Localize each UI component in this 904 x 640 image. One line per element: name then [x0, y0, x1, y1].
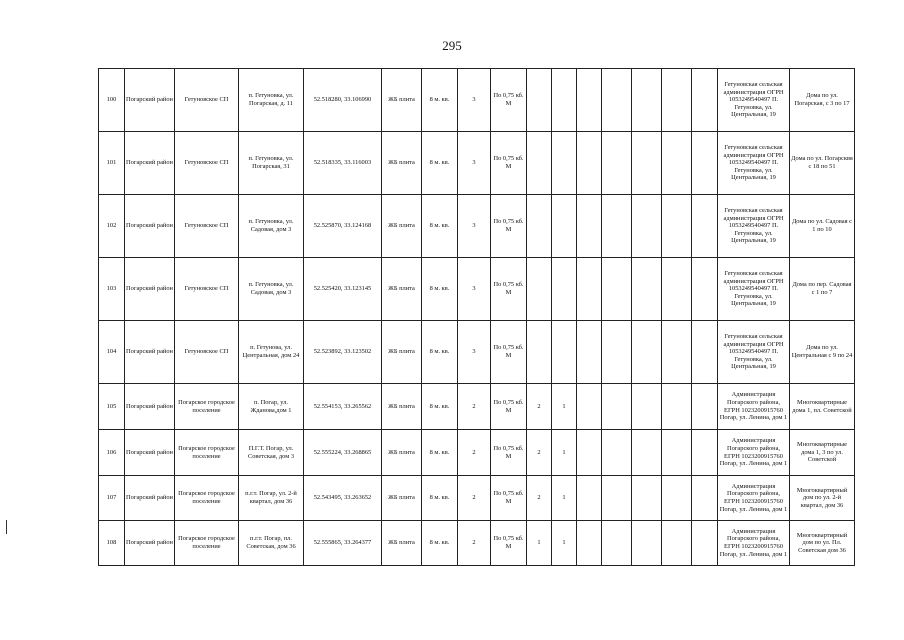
containers-cell: 3	[458, 258, 491, 321]
containers-cell: 3	[458, 195, 491, 258]
served-homes-cell: Дома по ул. Центральная с 9 по 24	[790, 321, 855, 384]
owner-cell: Гетуновская сельская администрация ОГРН 1053249540497 П. Гетуновка, ул. Центральная, 19	[718, 321, 790, 384]
empty-cell	[632, 321, 662, 384]
empty-cell	[662, 195, 692, 258]
table-row	[99, 195, 855, 258]
empty-cell	[632, 476, 662, 521]
volume-cell: По 0,75 кб. М	[491, 258, 527, 321]
containers-cell: 3	[458, 69, 491, 132]
empty-cell	[577, 384, 602, 430]
extra-volume-cell	[552, 321, 577, 384]
surface-cell: ЖБ плита	[382, 132, 422, 195]
empty-cell	[662, 430, 692, 476]
served-homes-cell: Дома по ул. Садовая с 1 по 10	[790, 195, 855, 258]
area-cell: 8 м. кв.	[422, 384, 458, 430]
extra-volume-cell	[552, 195, 577, 258]
volume-cell: По 0,75 кб. М	[491, 132, 527, 195]
address-cell: п. Гетуновка, ул. Садовая, дом 3	[239, 195, 304, 258]
containers-cell: 3	[458, 132, 491, 195]
owner-cell: Гетуновская сельская администрация ОГРН 1053249540497 П. Гетуновка, ул. Центральная, 19	[718, 69, 790, 132]
district-cell: Погарский район	[125, 132, 175, 195]
empty-cell	[692, 476, 718, 521]
owner-cell: Гетуновская сельская администрация ОГРН 1053249540497 П. Гетуновка, ул. Центральная, 19	[718, 195, 790, 258]
empty-cell	[692, 195, 718, 258]
settlement-cell: Гетуновское СП	[175, 258, 239, 321]
volume-cell: По 0,75 кб. М	[491, 321, 527, 384]
address-cell: п.г.т. Погар, пл. Советская, дом 36	[239, 521, 304, 566]
surface-cell: ЖБ плита	[382, 258, 422, 321]
empty-cell	[602, 69, 632, 132]
served-homes-cell: Многоквартирные дома 1, 3 по ул. Советской	[790, 430, 855, 476]
empty-cell	[577, 258, 602, 321]
surface-cell: ЖБ плита	[382, 384, 422, 430]
empty-cell	[632, 430, 662, 476]
empty-cell	[692, 258, 718, 321]
settlement-cell: Погарское городское поселение	[175, 521, 239, 566]
owner-cell: Администрация Погарского района, ЕГРН 1023200915760 Погар, ул. Ленина, дом 1	[718, 476, 790, 521]
coordinates-cell: 52.518280, 33.106990	[304, 69, 382, 132]
extra-count-cell	[527, 132, 552, 195]
empty-cell	[632, 69, 662, 132]
extra-count-cell	[527, 321, 552, 384]
volume-cell: По 0,75 кб. М	[491, 430, 527, 476]
owner-cell: Администрация Погарского района, ЕГРН 1023200915760 Погар, ул. Ленина, дом 1	[718, 521, 790, 566]
extra-count-cell: 2	[527, 384, 552, 430]
extra-count-cell: 2	[527, 476, 552, 521]
settlement-cell: Гетуновское СП	[175, 195, 239, 258]
table-row	[99, 384, 855, 430]
address-cell: п. Погар, ул. Жданова,дом 1	[239, 384, 304, 430]
registry-table	[98, 68, 855, 566]
coordinates-cell: 52.543495, 33.263652	[304, 476, 382, 521]
empty-cell	[602, 476, 632, 521]
empty-cell	[632, 195, 662, 258]
served-homes-cell: Многоквартирные дома 1, пл. Советской	[790, 384, 855, 430]
row-number: 103	[99, 258, 125, 321]
surface-cell: ЖБ плита	[382, 430, 422, 476]
table-row	[99, 69, 855, 132]
empty-cell	[602, 430, 632, 476]
extra-count-cell: 2	[527, 430, 552, 476]
district-cell: Погарский район	[125, 384, 175, 430]
extra-volume-cell: 1	[552, 521, 577, 566]
empty-cell	[662, 258, 692, 321]
row-number: 101	[99, 132, 125, 195]
containers-cell: 2	[458, 430, 491, 476]
empty-cell	[602, 521, 632, 566]
extra-count-cell	[527, 258, 552, 321]
volume-cell: По 0,75 кб. М	[491, 195, 527, 258]
surface-cell: ЖБ плита	[382, 69, 422, 132]
volume-cell: По 0,75 кб. М	[491, 521, 527, 566]
row-number: 102	[99, 195, 125, 258]
address-cell: п. Гетунова, ул. Центральная, дом 24	[239, 321, 304, 384]
extra-count-cell	[527, 195, 552, 258]
containers-cell: 2	[458, 384, 491, 430]
empty-cell	[662, 476, 692, 521]
district-cell: Погарский район	[125, 430, 175, 476]
served-homes-cell: Многоквартирный дом по ул. Пл. Советская дом 36	[790, 521, 855, 566]
coordinates-cell: 52.555865, 33.264377	[304, 521, 382, 566]
empty-cell	[662, 321, 692, 384]
extra-count-cell: 1	[527, 521, 552, 566]
table-row	[99, 132, 855, 195]
area-cell: 8 м. кв.	[422, 521, 458, 566]
settlement-cell: Гетуновское СП	[175, 69, 239, 132]
coordinates-cell: 52.525870, 33.124168	[304, 195, 382, 258]
row-number: 107	[99, 476, 125, 521]
extra-count-cell	[527, 69, 552, 132]
empty-cell	[692, 521, 718, 566]
empty-cell	[602, 384, 632, 430]
row-number: 104	[99, 321, 125, 384]
empty-cell	[692, 384, 718, 430]
served-homes-cell: Дома по ул. Погарская, с 3 по 17	[790, 69, 855, 132]
row-number: 108	[99, 521, 125, 566]
empty-cell	[577, 430, 602, 476]
surface-cell: ЖБ плита	[382, 195, 422, 258]
owner-cell: Администрация Погарского района, ЕГРН 1023200915760 Погар, ул. Ленина, дом 1	[718, 384, 790, 430]
owner-cell: Гетуновская сельская администрация ОГРН 1053249540497 П. Гетуновка, ул. Центральная, 19	[718, 132, 790, 195]
settlement-cell: Погарское городское поселение	[175, 476, 239, 521]
row-number: 106	[99, 430, 125, 476]
served-homes-cell: Дома по ул. Погарсквя с 18 по 51	[790, 132, 855, 195]
containers-cell: 2	[458, 476, 491, 521]
address-cell: п. Гетуновка, ул. Погарская, д. 11	[239, 69, 304, 132]
empty-cell	[692, 321, 718, 384]
empty-cell	[692, 430, 718, 476]
coordinates-cell: 52.518335, 33.116003	[304, 132, 382, 195]
district-cell: Погарский район	[125, 195, 175, 258]
coordinates-cell: 52.525420, 33.123145	[304, 258, 382, 321]
surface-cell: ЖБ плита	[382, 521, 422, 566]
table-row	[99, 258, 855, 321]
containers-cell: 2	[458, 521, 491, 566]
table-row	[99, 476, 855, 521]
empty-cell	[602, 195, 632, 258]
table-row	[99, 321, 855, 384]
table-row	[99, 430, 855, 476]
empty-cell	[692, 69, 718, 132]
empty-cell	[602, 132, 632, 195]
owner-cell: Гетуновская сельская администрация ОГРН 1053249540497 П. Гетуновка, ул. Центральная, 19	[718, 258, 790, 321]
volume-cell: По 0,75 кб. М	[491, 384, 527, 430]
volume-cell: По 0,75 кб. М	[491, 476, 527, 521]
empty-cell	[632, 258, 662, 321]
volume-cell: По 0,75 кб. М	[491, 69, 527, 132]
owner-cell: Администрация Погарского района, ЕГРН 1023200915760 Погар, ул. Ленина, дом 1	[718, 430, 790, 476]
extra-volume-cell: 1	[552, 384, 577, 430]
settlement-cell: Погарское городское поселение	[175, 384, 239, 430]
margin-mark	[6, 520, 7, 534]
empty-cell	[632, 384, 662, 430]
empty-cell	[662, 132, 692, 195]
district-cell: Погарский район	[125, 521, 175, 566]
empty-cell	[577, 195, 602, 258]
empty-cell	[662, 521, 692, 566]
area-cell: 8 м. кв.	[422, 430, 458, 476]
area-cell: 8 м. кв.	[422, 476, 458, 521]
area-cell: 8 м. кв.	[422, 132, 458, 195]
coordinates-cell: 52.554153, 33.265562	[304, 384, 382, 430]
page-number: 295	[442, 38, 462, 53]
containers-cell: 3	[458, 321, 491, 384]
address-cell: п.г.т. Погар, ул. 2-й квартал, дом 36	[239, 476, 304, 521]
settlement-cell: Гетуновское СП	[175, 321, 239, 384]
surface-cell: ЖБ плита	[382, 321, 422, 384]
coordinates-cell: 52.523892, 33.123502	[304, 321, 382, 384]
empty-cell	[632, 132, 662, 195]
extra-volume-cell: 1	[552, 476, 577, 521]
empty-cell	[577, 69, 602, 132]
empty-cell	[662, 384, 692, 430]
area-cell: 8 м. кв.	[422, 258, 458, 321]
district-cell: Погарский район	[125, 258, 175, 321]
empty-cell	[632, 521, 662, 566]
row-number: 100	[99, 69, 125, 132]
empty-cell	[577, 132, 602, 195]
extra-volume-cell	[552, 69, 577, 132]
extra-volume-cell	[552, 132, 577, 195]
extra-volume-cell: 1	[552, 430, 577, 476]
coordinates-cell: 52.555224, 33.268865	[304, 430, 382, 476]
district-cell: Погарский район	[125, 69, 175, 132]
empty-cell	[602, 321, 632, 384]
row-number: 105	[99, 384, 125, 430]
district-cell: Погарский район	[125, 476, 175, 521]
empty-cell	[662, 69, 692, 132]
address-cell: П.Г.Т. Погар, ул. Советская, дом 3	[239, 430, 304, 476]
surface-cell: ЖБ плита	[382, 476, 422, 521]
area-cell: 8 м. кв.	[422, 195, 458, 258]
area-cell: 8 м. кв.	[422, 321, 458, 384]
empty-cell	[577, 321, 602, 384]
area-cell: 8 м. кв.	[422, 69, 458, 132]
empty-cell	[577, 476, 602, 521]
empty-cell	[692, 132, 718, 195]
empty-cell	[602, 258, 632, 321]
settlement-cell: Гетуновское СП	[175, 132, 239, 195]
address-cell: п. Гетуновка, ул. Садовая, дом 3	[239, 258, 304, 321]
empty-cell	[577, 521, 602, 566]
table-row	[99, 521, 855, 566]
extra-volume-cell	[552, 258, 577, 321]
served-homes-cell: Многоквартирный дом по ул. 2-й квартал, дом 36	[790, 476, 855, 521]
district-cell: Погарский район	[125, 321, 175, 384]
served-homes-cell: Дома по пер. Садовая с 1 по 7	[790, 258, 855, 321]
settlement-cell: Погарское городское поселение	[175, 430, 239, 476]
address-cell: п. Гетуновка, ул. Погарская, 31	[239, 132, 304, 195]
